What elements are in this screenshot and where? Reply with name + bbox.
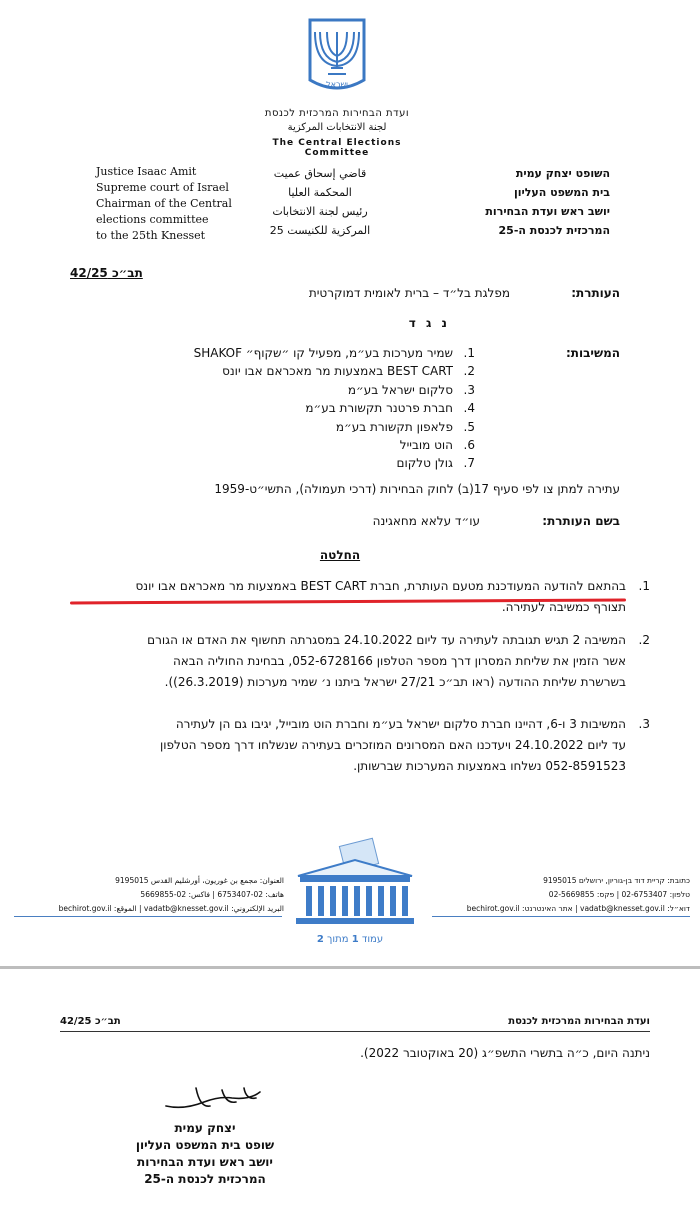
footer-line: هاتف: 02-6753407 | فاكس: 02-5669855 [140,890,284,899]
respondent-num: 6. [463,438,475,453]
signature [160,1080,270,1120]
arabic-line: المحكمة العليا [288,186,352,199]
paragraph-line: תצורף כמשיבה לעתירה. [501,600,626,614]
hebrew-line: המרכזית לכנסת ה-25 [498,224,610,237]
respondents-list [140,344,475,473]
paragraph-number: 1. [638,579,650,593]
decision-title: החלטה [319,548,361,562]
respondents-label: המשיבות: [566,346,620,360]
respondent-num: 5. [463,419,475,434]
english-line: elections committee [96,213,209,226]
paragraph-line: המשיבות 3 ו-6, דהיינו חברת סלקום ישראל בע״מ וחברת הוט מובייל, יגיבו גם הן לעתירה [175,717,626,731]
respondent-item [140,344,475,362]
footer-divider-left [14,916,282,917]
footer-line: العنوان: مجمع بن غوريون، أورشليم القدس 9195015 [115,876,284,885]
paragraph-line: אשר הזמין את שליחת המסרון דרך מספר הטלפון 052-6728166, בבחינת החוליה הבאה [172,654,626,668]
paragraph-line: עד ליום 24.10.2022 ויעדכנו האם המסרונים המוזכרים בעתירה שנשלחו דרך מספר הטלפון [159,738,626,752]
committee-name-he: ועדת הבחירות המרכזית לכנסת [264,108,410,119]
arabic-line: المركزية للكنيست 25 [269,224,371,237]
arabic-line: رئيس لجنة الانتخابات [272,205,368,218]
signer-line: שופט בית המשפט העליון [135,1138,275,1152]
given-today: ניתנה היום, כ״ה בתשרי התשפ״ג (20 באוקטובר 2022). [360,1046,650,1060]
english-line: Chairman of the Central [96,197,232,210]
case-number: תב״כ 42/25 [70,266,143,280]
page-word: עמוד [361,934,384,945]
respondent-num: 1. [463,346,475,360]
hebrew-line: השופט יצחק עמית [515,167,610,180]
footer-line: כתובת: קריית דוד בן-גוריון, ירושלים 9195015 [543,876,690,885]
english-judge-block [96,164,266,244]
page2-case-number: תב״כ 42/25 [60,1016,121,1027]
respondent-num: 4. [463,401,475,416]
respondent-text: סלקום ישראל בע״מ [347,382,453,397]
committee-name-ar: لجنة الانتخابات المركزية [287,122,387,133]
respondent-item [140,454,475,472]
petition-basis: עתירה למתן צו לפי סעיף 17(ב) לחוק הבחירות (דרכי תעמולה), התשי״ט-1959 [214,482,620,496]
footer-line: البريد الإلكتروني: vadatb@knesset.gov.il | الموقع: bechirot.gov.il [58,904,284,913]
page-of-word: מתוך [327,934,349,945]
emblem-label: ישראל [326,80,348,89]
versus-label: נ ג ד [408,316,450,330]
respondent-text: שמיר מערכות בע״מ, מפעיל קו ״שקוף״ SHAKOF [193,346,453,360]
respondent-num: 3. [463,382,475,397]
page2-committee: ועדת הבחירות המרכזית לכנסת [508,1016,650,1027]
signer-line: המרכזית לכנסת ה-25 [144,1172,266,1186]
handwritten-signature-icon [160,1080,270,1120]
footer-divider-right [432,916,690,917]
committee-name-en: The Central Elections Committee [272,138,402,158]
page-separator [0,966,700,969]
paragraph-line: בשרשרת שליחת ההודעה (ראו תב״כ 27/21 ישראל ביתנו נ׳ שמיר מערכות (26.3.2019)). [164,675,626,689]
paragraph-number: 3. [638,717,650,731]
respondent-item [140,399,475,417]
english-line: to the 25th Knesset [96,229,206,242]
paragraph-2 [60,630,650,693]
page-number: 1 [351,934,359,945]
page-total: 2 [316,934,324,945]
respondent-text: חברת פרטנר תקשורת בע״מ [305,401,453,416]
footer-line: טלפון: 02-6753407 | פקס: 02-5669855 [548,890,690,899]
respondent-text: גולן טלקום [396,456,453,471]
ballot-box-building-icon [290,836,420,932]
paragraph-number: 2. [638,633,650,647]
respondent-item [140,418,475,436]
footer-contact-arabic [14,874,284,916]
respondent-text: BEST CART באמצעות מר מאכראם אבו יונס [222,364,453,379]
arabic-line: قاضي إسحاق عميت [273,167,367,180]
respondent-text: הוט מובייל [399,438,453,453]
paragraph-line: בהתאם להודעה המעודכנת מטעם העותרת, חברת BEST CART באמצעות מר מאכראם אבו יונס [135,579,626,593]
signer-block [110,1120,300,1188]
signer-line: יושב ראש ועדת הבחירות [137,1155,273,1169]
paragraph-3 [60,714,650,777]
english-line: Justice Isaac Amit [96,165,197,178]
paragraph-line: 052-8591523 נשלחו באמצעות המערכות שברשותן. [353,759,626,773]
footer-contact-hebrew [430,874,690,916]
hebrew-line: יושב ראש ועדת הבחירות [485,205,610,218]
attorney-name: עו״ד עלאא מחאגינה [372,514,480,528]
page-indicator [300,934,400,945]
arabic-judge-block [260,164,380,240]
petitioner-label: העותרת: [571,286,620,300]
respondent-num: 7. [463,456,475,471]
hebrew-line: בית המשפט העליון [513,186,610,199]
respondent-item [140,381,475,399]
respondent-item [140,436,475,454]
respondent-item [140,362,475,380]
ballot-building-logo [290,836,420,932]
attorney-label: בשם העותרת: [542,514,620,528]
respondent-num: 2. [463,364,475,379]
paragraph-line: המשיבה 2 תגיש תגובתה לעתירה עד ליום 24.10.2022 במסגרתה תחשוף את האדם או הגורם [147,633,626,647]
respondent-text: פלאפון תקשורת בע״מ [335,419,453,434]
petitioner-name: מפלגת בל״ד – ברית לאומית דמוקרטית [308,286,510,300]
hebrew-judge-block [430,164,610,240]
signer-line: יצחק עמית [174,1121,236,1135]
english-line: Supreme court of Israel [96,181,229,194]
page2-header-line [60,1031,650,1032]
footer-line: דוא״ל: vadatb@knesset.gov.il | אתר האינטרנט: bechirot.gov.il [466,904,690,913]
paragraph-1 [60,576,650,618]
